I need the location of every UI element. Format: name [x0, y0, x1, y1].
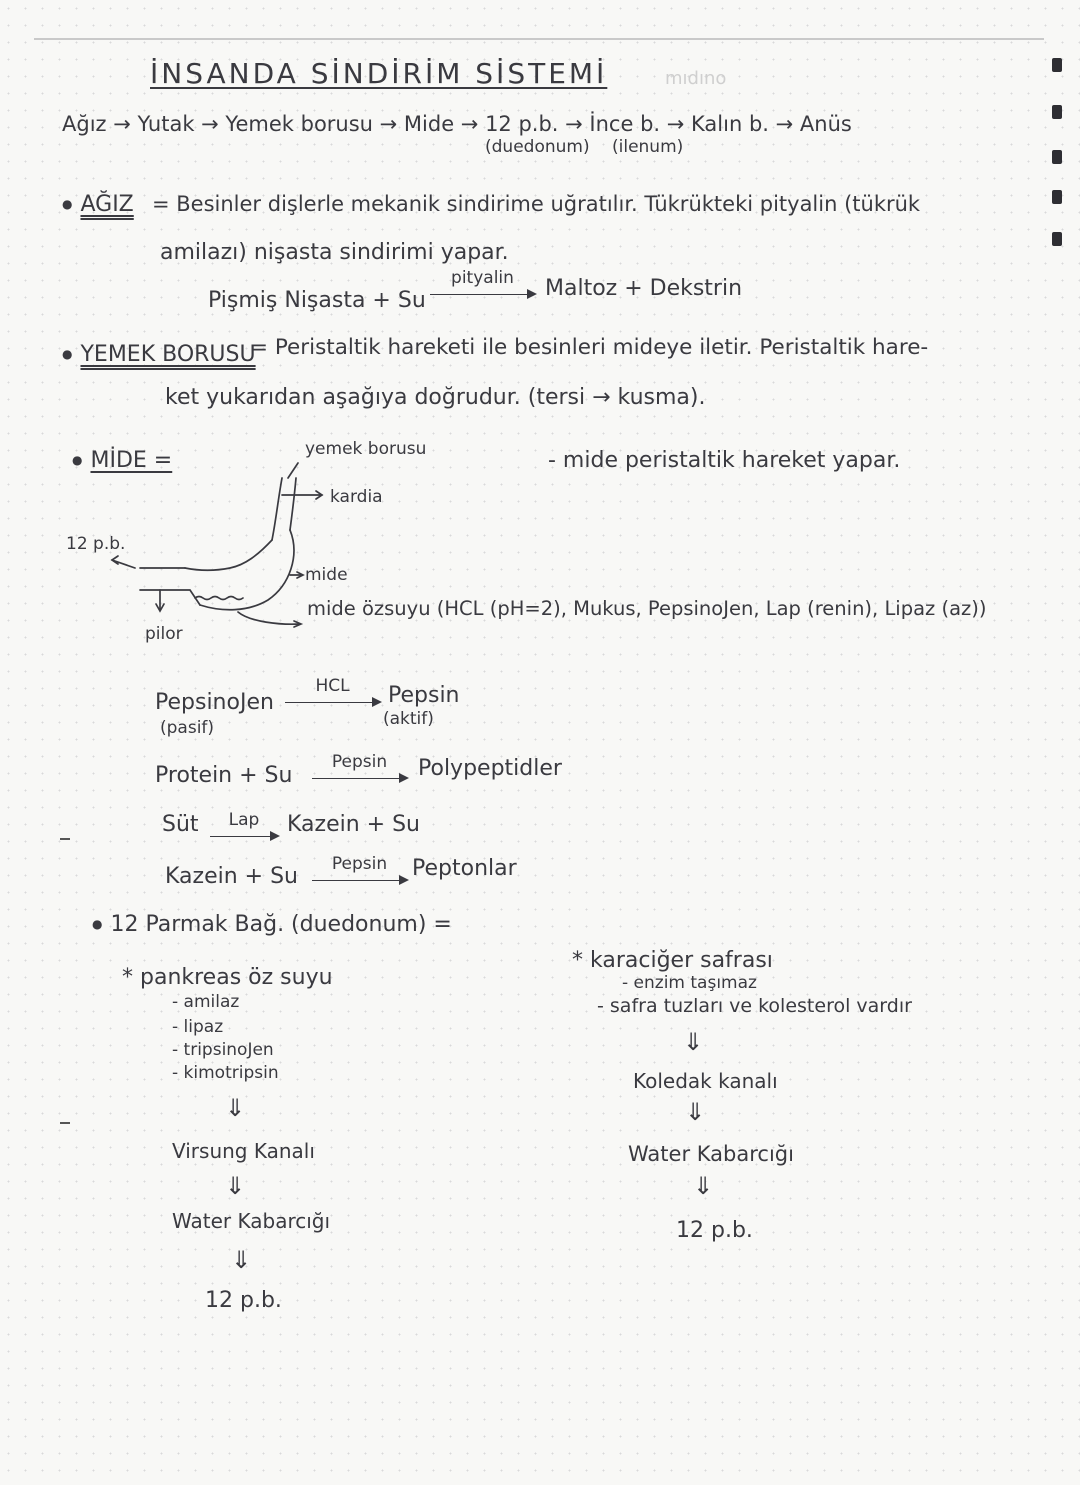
enzyme-label: Pepsin — [331, 752, 388, 772]
margin-mark — [1052, 232, 1062, 246]
reaction-4-left: Kazein + Su — [165, 864, 298, 889]
pancreas-flow-2: Water Kabarcığı — [172, 1209, 331, 1233]
pancreas-flow-1: Virsung Kanalı — [172, 1139, 315, 1163]
page-top-rule — [34, 38, 1044, 40]
liver-heading: * karaciğer safrası — [572, 948, 773, 973]
margin-mark — [1052, 105, 1062, 119]
enzyme-label: Pepsin — [331, 854, 388, 874]
label-stomach: mide — [305, 565, 348, 585]
agiz-text-1: = Besinler dişlerle mekanik sindirime uğratılır. Tükrükteki pityalin (tükrük — [152, 192, 921, 216]
enzyme-label: pityalin — [451, 268, 514, 288]
reaction-1-arrow — [285, 676, 380, 706]
agiz-text-2: amilazı) nişasta sindirimi yapar. — [160, 240, 509, 265]
label-cardia: kardia — [330, 487, 383, 507]
margin-tick — [60, 1122, 70, 1124]
reaction-3-left: Süt — [162, 812, 199, 837]
down-arrow-icon: ⇓ — [224, 1172, 246, 1200]
down-arrow-icon: ⇓ — [684, 1098, 706, 1126]
liver-flow-3: 12 p.b. — [676, 1218, 753, 1243]
yemek-borusu-heading: ● YEMEK BORUSU — [62, 342, 256, 367]
reaction-arrow — [430, 268, 535, 298]
reaction-2-left: Protein + Su — [155, 763, 293, 788]
agiz-heading: ● AĞIZ — [62, 192, 134, 217]
margin-mark — [1052, 150, 1062, 164]
duodenum-heading: ● 12 Parmak Bağ. (duedonum) = — [92, 912, 452, 937]
mide-note: - mide peristaltik hareket yapar. — [548, 448, 901, 473]
down-arrow-icon: ⇓ — [230, 1246, 252, 1274]
reaction-2-arrow — [312, 752, 407, 782]
reaction-1-right-note: (aktif) — [383, 709, 434, 729]
margin-mark — [1052, 58, 1062, 72]
enzyme-label: HCL — [315, 676, 350, 696]
down-arrow-icon: ⇓ — [224, 1094, 246, 1122]
reaction-3-arrow — [210, 810, 278, 840]
liver-flow-2: Water Kabarcığı — [628, 1142, 794, 1166]
enzyme-label: Lap — [228, 810, 260, 830]
pancreas-item: - lipaz — [172, 1017, 224, 1037]
duodenum-note: (duedonum) — [485, 137, 590, 157]
pancreas-item: - tripsinoJen — [172, 1040, 274, 1060]
reaction-3-right: Kazein + Su — [287, 812, 420, 837]
faint-header-text: mıdıno — [665, 68, 727, 89]
mide-heading: ● MİDE = — [72, 448, 172, 473]
reaction-4-arrow — [312, 854, 407, 884]
reaction-left: Pişmiş Nişasta + Su — [208, 288, 426, 313]
pancreas-heading: * pankreas öz suyu — [122, 965, 333, 990]
reaction-1-left: PepsinoJen — [155, 690, 274, 715]
margin-tick — [60, 838, 70, 840]
down-arrow-icon: ⇓ — [682, 1028, 704, 1056]
label-esophagus: yemek borusu — [305, 439, 427, 459]
pancreas-item: - amilaz — [172, 992, 240, 1012]
reaction-1-left-note: (pasif) — [160, 718, 215, 738]
ileum-note: (ilenum) — [612, 137, 684, 157]
label-pylorus: pilor — [145, 624, 183, 644]
reaction-4-right: Peptonlar — [412, 856, 517, 881]
pancreas-item: - kimotripsin — [172, 1063, 279, 1083]
down-arrow-icon: ⇓ — [692, 1172, 714, 1200]
yemek-borusu-text-1: = Peristaltik hareketi ile besinleri mideye iletir. Peristaltik hare- — [250, 335, 929, 360]
liver-item: - enzim taşımaz — [622, 973, 757, 993]
label-duodenum: 12 p.b. — [66, 534, 126, 554]
pancreas-flow-3: 12 p.b. — [205, 1288, 282, 1313]
label-gastric-juice: mide özsuyu (HCL (pH=2), Mukus, PepsinoJen, Lap (renin), Lipaz (az)) — [307, 597, 987, 620]
page-title: İNSANDA SİNDİRİM SİSTEMİ — [150, 57, 608, 90]
margin-mark — [1052, 190, 1062, 204]
yemek-borusu-text-2: ket yukarıdan aşağıya doğrudur. (tersi → kusma). — [165, 385, 706, 410]
liver-flow-1: Koledak kanalı — [633, 1069, 778, 1093]
reaction-1-right: Pepsin — [388, 683, 460, 708]
reaction-right: Maltoz + Dekstrin — [545, 276, 743, 301]
reaction-2-right: Polypeptidler — [418, 756, 562, 781]
digestive-pathway: Ağız → Yutak → Yemek borusu → Mide → 12 p.b. → İnce b. → Kalın b. → Anüs — [62, 112, 852, 136]
liver-item: - safra tuzları ve kolesterol vardır — [597, 995, 912, 1017]
